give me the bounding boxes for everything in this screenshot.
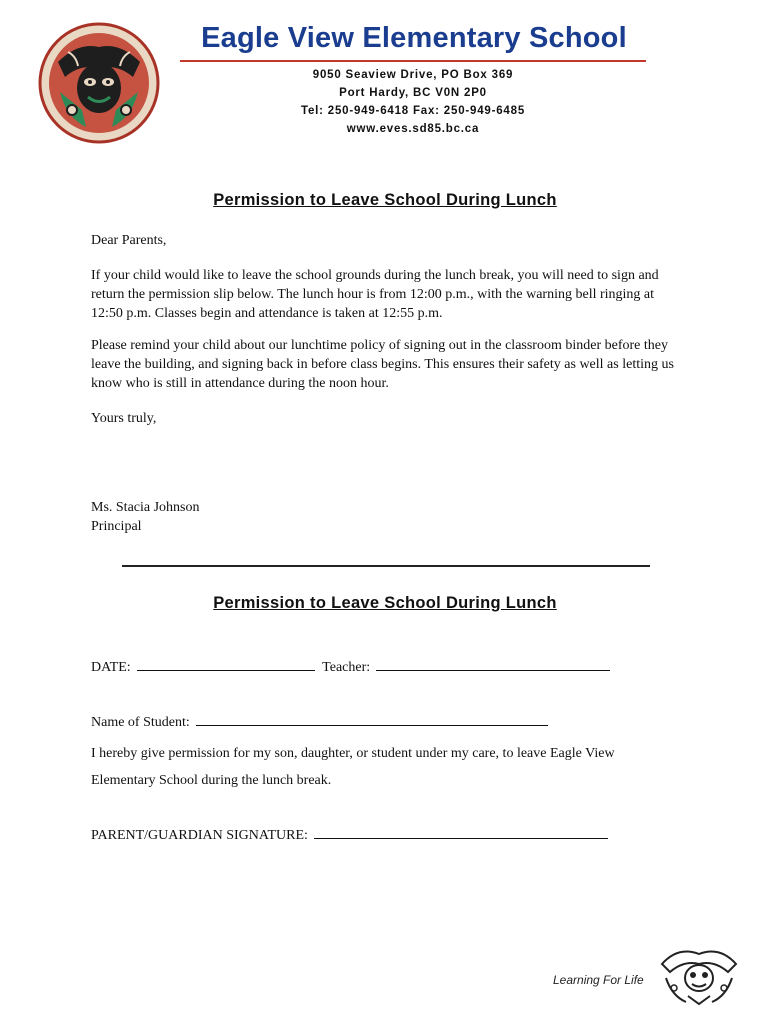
- teacher-label: Teacher:: [322, 660, 371, 675]
- letter-paragraph-2: [91, 336, 681, 393]
- greeting: Dear Parents,: [91, 233, 167, 248]
- letter-title: Permission to Leave School During Lunch: [213, 191, 557, 209]
- closing: Yours truly,: [91, 411, 157, 426]
- signer-name: Ms. Stacia Johnson: [91, 500, 200, 515]
- header-rule: [180, 60, 646, 62]
- paragraph-1-text: If your child would like to leave the school grounds during the lunch break, you will need to sign and return the permission slip below. The lunch hour is from 12:00 p.m., with the warning bell ringing at 12:50 p.m. Classes begin and attendance is taken at 12:55 p.m.: [91, 268, 659, 321]
- school-name: Eagle View Elementary School: [201, 22, 627, 54]
- phone-fax-line: Tel: 250-949-6418 Fax: 250-949-6485: [300, 105, 526, 117]
- eagle-crest-logo-icon: [38, 22, 160, 144]
- student-label: Name of Student:: [91, 715, 190, 730]
- address-line-1: 9050 Seaview Drive, PO Box 369: [312, 69, 514, 81]
- teacher-field[interactable]: [376, 656, 610, 671]
- signature-label: PARENT/GUARDIAN SIGNATURE:: [91, 828, 308, 843]
- signature-field[interactable]: [314, 824, 608, 839]
- formline-eagle-art-icon: [658, 944, 740, 1006]
- permission-line-2: Elementary School during the lunch break.: [91, 773, 332, 788]
- letter-paragraph-1: [91, 266, 681, 323]
- date-field[interactable]: [137, 656, 315, 671]
- tagline: Learning For Life: [553, 973, 644, 987]
- student-name-field[interactable]: [196, 711, 548, 726]
- signature-row: [91, 824, 608, 844]
- slip-title: Permission to Leave School During Lunch: [213, 594, 557, 612]
- website-link[interactable]: www.eves.sd85.bc.ca: [346, 123, 480, 135]
- address-line-2: Port Hardy, BC V0N 2P0: [339, 87, 487, 99]
- permission-line-1: I hereby give permission for my son, daughter, or student under my care, to leave Eagle View: [91, 746, 615, 761]
- date-label: DATE:: [91, 660, 131, 675]
- cut-divider: [122, 565, 650, 567]
- date-teacher-row: [91, 656, 610, 676]
- signer-title: Principal: [91, 519, 142, 534]
- paragraph-2-text: Please remind your child about our lunchtime policy of signing out in the classroom binder before they leave the building, and signing back in before class begins. This ensures their safety as well as letting us know who is still in attendance during the noon hour.: [91, 338, 674, 391]
- student-row: [91, 711, 548, 731]
